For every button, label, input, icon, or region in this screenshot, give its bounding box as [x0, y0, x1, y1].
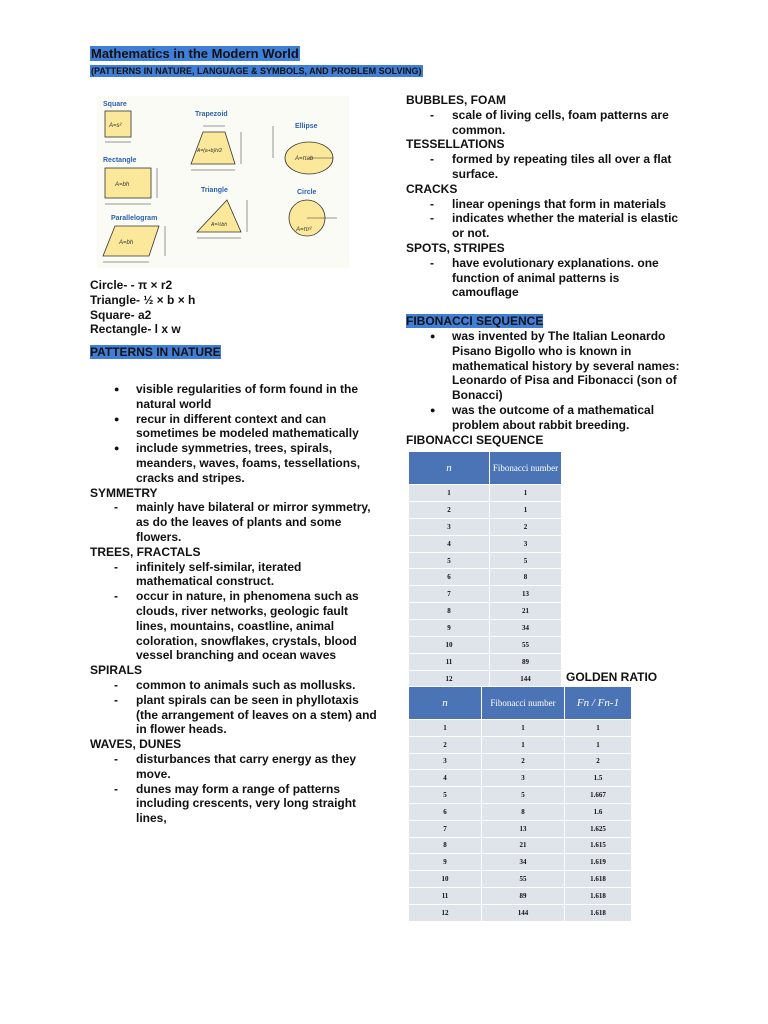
table-cell: 10	[409, 871, 482, 888]
table-cell: 1.6	[565, 803, 632, 820]
section-heading: WAVES, DUNES	[90, 737, 182, 752]
circle-label: Circle	[297, 189, 317, 196]
table-cell: 7	[409, 586, 490, 603]
list-item: - infinitely self-similar, iterated mathematical construct.	[90, 560, 380, 590]
table-cell: 12	[409, 904, 482, 921]
table-cell: 1.618	[565, 904, 632, 921]
table-cell: 1.625	[565, 820, 632, 837]
table-cell: 2	[409, 736, 482, 753]
list-item: - dunes may form a range of patterns including crescents, very long straight lines,	[90, 782, 380, 826]
table-cell: 6	[409, 803, 482, 820]
list-item: - disturbances that carry energy as they move.	[90, 752, 380, 782]
table-row	[409, 854, 632, 871]
table-cell: 1	[482, 736, 565, 753]
area-formulas-figure	[97, 96, 349, 268]
list-item: - linear openings that form in materials	[406, 197, 686, 212]
rectangle-label: Rectangle	[103, 157, 137, 164]
table-row	[409, 720, 632, 737]
table-row	[409, 736, 632, 753]
table-cell: 1	[409, 485, 490, 502]
table-row	[409, 620, 562, 637]
table-cell: 1	[565, 736, 632, 753]
formula-line: Rectangle- l x w	[90, 322, 181, 337]
table-row	[409, 887, 632, 904]
table-cell: 3	[490, 535, 562, 552]
table-cell: 34	[482, 854, 565, 871]
table-cell: 5	[409, 787, 482, 804]
table-cell: 4	[409, 770, 482, 787]
table-cell: 6	[409, 569, 490, 586]
table-cell: 144	[482, 904, 565, 921]
parallelogram-label: Parallelogram	[111, 215, 158, 222]
table-row	[409, 603, 562, 620]
table-row	[409, 787, 632, 804]
formula-line: Square- a2	[90, 307, 152, 322]
table-cell: 8	[409, 837, 482, 854]
table-cell: 12	[409, 670, 490, 687]
table-cell: 5	[482, 787, 565, 804]
table-cell: 1.5	[565, 770, 632, 787]
table-cell: 21	[482, 837, 565, 854]
table-cell: 8	[409, 603, 490, 620]
table-row	[409, 569, 562, 586]
list-item: - have evolutionary explanations. one function of animal patterns is camouflage	[406, 256, 686, 300]
table-row	[409, 837, 632, 854]
table-row	[409, 904, 632, 921]
table-cell: 8	[490, 569, 562, 586]
table-row	[409, 871, 632, 888]
table-cell: 55	[490, 637, 562, 654]
table-row	[409, 485, 562, 502]
table-cell: 9	[409, 854, 482, 871]
list-item: - common to animals such as mollusks.	[90, 678, 380, 693]
table-cell: 11	[409, 887, 482, 904]
column-header: n	[409, 687, 482, 720]
circle-formula: A=πr²	[296, 227, 312, 233]
table-cell: 5	[490, 552, 562, 569]
table-cell: 1.619	[565, 854, 632, 871]
left-column	[90, 278, 380, 826]
list-item: - scale of living cells, foam patterns are common.	[406, 108, 686, 138]
section-heading: TESSELLATIONS	[406, 137, 505, 152]
table-cell: 144	[490, 670, 562, 687]
table-cell: 2	[565, 753, 632, 770]
table-row	[409, 518, 562, 535]
table-cell: 2	[482, 753, 565, 770]
table-row	[409, 586, 562, 603]
triangle-formula: A=½bh	[211, 222, 227, 228]
list-item: - plant spirals can be seen in phyllotaxis (the arrangement of leaves on a stem) and in flower heads.	[90, 693, 380, 737]
table-cell: 3	[409, 518, 490, 535]
table-cell: 11	[409, 653, 490, 670]
column-header: Fibonacci number	[490, 452, 562, 485]
list-item: - occur in nature, in phenomena such as clouds, river networks, geologic fault lines, mountains, coastline, animal coloration, snowflakes, crystals, blood vessel branching and ocean waves	[90, 589, 380, 663]
square-label: Square	[103, 101, 127, 108]
table-cell: 3	[482, 770, 565, 787]
table-cell: 1.618	[565, 871, 632, 888]
trapezoid-formula: A=(a+b)h/2	[197, 148, 223, 154]
table-cell: 1.618	[565, 887, 632, 904]
table-cell: 9	[409, 620, 490, 637]
table-cell: 1	[409, 720, 482, 737]
column-header: Fn / Fn-1	[565, 687, 632, 720]
table-row	[409, 552, 562, 569]
list-item: ● was invented by The Italian Leonardo Pisano Bigollo who is known in mathematical history by several names: Leonardo of Pisa and Fibonacci (son of Bonacci)	[406, 329, 686, 403]
table-cell: 89	[482, 887, 565, 904]
list-item: ● visible regularities of form found in the natural world	[90, 382, 380, 412]
table-cell: 10	[409, 637, 490, 654]
table-row	[409, 820, 632, 837]
golden-ratio-label: GOLDEN RATIO	[566, 670, 658, 684]
patterns-in-nature-heading: PATTERNS IN NATURE	[90, 345, 221, 360]
table-row	[409, 670, 562, 687]
section-heading: SPIRALS	[90, 663, 143, 678]
ellipse-formula: A=πab	[295, 156, 314, 162]
list-item: - mainly have bilateral or mirror symmetry, as do the leaves of plants and some flowers.	[90, 500, 380, 544]
table-cell: 1	[490, 485, 562, 502]
table-row	[409, 803, 632, 820]
table-cell: 4	[409, 535, 490, 552]
table-row	[409, 535, 562, 552]
section-heading: CRACKS	[406, 181, 458, 196]
right-column	[406, 93, 686, 447]
parallelogram-formula: A=bh	[119, 240, 134, 246]
table-row	[409, 637, 562, 654]
table-row	[409, 653, 562, 670]
page-title: Mathematics in the Modern World	[91, 46, 299, 61]
fibonacci-heading: FIBONACCI SEQUENCE	[406, 314, 544, 329]
section-heading: TREES, FRACTALS	[90, 544, 201, 559]
trapezoid-label: Trapezoid	[195, 111, 228, 118]
table-cell: 1.667	[565, 787, 632, 804]
list-item: ● was the outcome of a mathematical problem about rabbit breeding.	[406, 403, 686, 433]
section-heading: BUBBLES, FOAM	[406, 93, 506, 107]
table-cell: 21	[490, 603, 562, 620]
table-row	[409, 770, 632, 787]
table-cell: 2	[409, 501, 490, 518]
table-cell: 55	[482, 871, 565, 888]
table-cell: 1	[490, 501, 562, 518]
table-cell: 13	[490, 586, 562, 603]
list-item: - indicates whether the material is elastic or not.	[406, 211, 686, 241]
table-cell: 1	[482, 720, 565, 737]
triangle-label: Triangle	[201, 187, 228, 194]
formula-line: Circle- - π × r2	[90, 278, 173, 292]
table-row	[409, 753, 632, 770]
table-cell: 1	[565, 720, 632, 737]
fibonacci-table-label: FIBONACCI SEQUENCE	[406, 432, 544, 447]
table-cell: 13	[482, 820, 565, 837]
list-item: - formed by repeating tiles all over a flat surface.	[406, 152, 686, 182]
table-cell: 1.615	[565, 837, 632, 854]
section-heading: SYMMETRY	[90, 485, 158, 500]
table-cell: 5	[409, 552, 490, 569]
page-subtitle: (PATTERNS IN NATURE, LANGUAGE & SYMBOLS, AND PROBLEM SOLVING)	[91, 66, 422, 76]
square-formula: A=s²	[109, 123, 122, 129]
rectangle-formula: A=bh	[115, 182, 130, 188]
table-cell: 89	[490, 653, 562, 670]
table-cell: 3	[409, 753, 482, 770]
list-item: ● recur in different context and can sometimes be modeled mathematically	[90, 412, 380, 442]
column-header: n	[409, 452, 490, 485]
section-heading: SPOTS, STRIPES	[406, 240, 505, 255]
table-cell: 34	[490, 620, 562, 637]
column-header: Fibonacci number	[482, 687, 565, 720]
formula-line: Triangle- ½ × b × h	[90, 292, 196, 307]
table-cell: 7	[409, 820, 482, 837]
table-row	[409, 501, 562, 518]
golden-ratio-table	[408, 686, 632, 922]
ellipse-label: Ellipse	[295, 123, 318, 130]
list-item: ● include symmetries, trees, spirals, meanders, waves, foams, tessellations, cracks and stripes.	[90, 441, 380, 485]
table-cell: 2	[490, 518, 562, 535]
fibonacci-table	[408, 451, 562, 688]
table-cell: 8	[482, 803, 565, 820]
